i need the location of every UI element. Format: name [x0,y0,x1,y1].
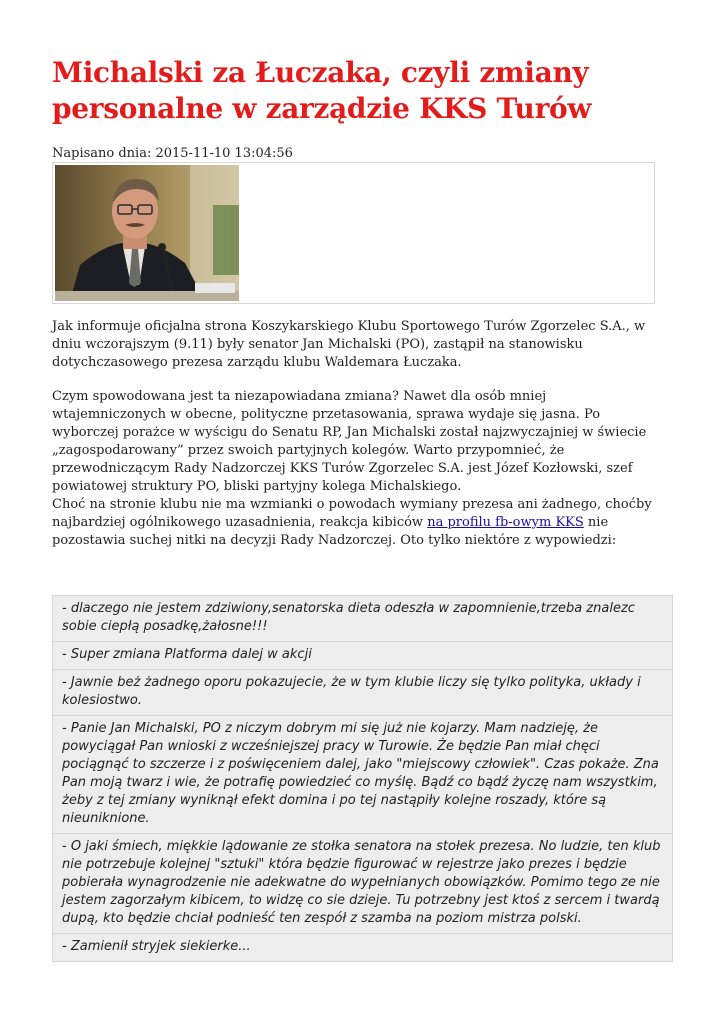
fb-profile-link[interactable]: na profilu fb-owym KKS [427,515,584,530]
comment-item: - Jawnie beż żadnego oporu pokazujecie, że w tym klubie liczy się tylko polityka, układy i kolesiostwo. [52,669,673,715]
intro-paragraph: Jak informuje oficjalna strona Koszykarskiego Klubu Sportowego Turów Zgorzelec S.A., w dniu wczorajszym (9.11) były senator Jan Michalski (PO), zastąpił na stanowisku dotychczasowego prezesa zarządu klubu Waldemara Łuczaka. [52,319,646,370]
reaction-text-end: nie pozostawia suchej nitki na decyzji Rady Nadzorczej. Oto tylko niektóre z wypowiedzi: [52,515,617,548]
publish-date: Napisano dnia: 2015-11-10 13:04:56 [52,146,293,161]
comment-item: - Zamienił stryjek siekierke... [52,933,673,962]
comments-list [52,595,673,962]
context-paragraph: Czym spowodowana jest ta niezapowiadana zmiana? Nawet dla osób mniej wtajemniczonych w obecne, polityczne przetasowania, sprawa wydaje się jasna. Po wyborczej porażce w wyścigu do Senatu RP, Jan Michalski został najzwyczajniej w świecie „zagospodarowany” przez swoich partyjnych kolegów. Warto przypomnieć, że przewodniczącym Rady Nadzorczej KKS Turów Zgorzelec S.A. jest Józef Kozłowski, szef powiatowej struktury PO, bliski partyjny kolega Michalskiego. [52,389,647,494]
page-title: Michalski za Łuczaka, czyli zmiany personalne w zarządzie KKS Turów [52,56,592,125]
photo-frame [52,162,655,304]
portrait-photo [55,165,239,301]
comment-item: - O jaki śmiech, miękkie lądowanie ze stołka senatora na stołek prezesa. No ludzie, ten klub nie potrzebuje kolejnej "sztuki" która będzie figurować w rejestrze jako prezes i będzie pobierała wynagrodzenie nie adekwatne do wypełnianych obowiązków. Pomimo tego ze nie jestem zagorzałym kibicem, to widzę co sie dzieje. Tu potrzebny jest ktoś z sercem i twardą dupą, kto będzie chciał podnieść ten zespół z szamba na poziom mistrza polski. [52,833,673,933]
comment-item: - Super zmiana Platforma dalej w akcji [52,641,673,669]
reaction-text-start: Choć na stronie klubu nie ma wzmianki o powodach wymiany prezesa ani żadnego, choćby najbardziej ogólnikowego uzasadnienia, reakcja kibiców [52,497,652,530]
reaction-paragraph [52,496,662,550]
comment-item: - dlaczego nie jestem zdziwiony,senatorska dieta odeszła w zapomnienie,trzeba znalezc sobie ciepłą posadkę,żałosne!!! [52,595,673,641]
comment-item: - Panie Jan Michalski, PO z niczym dobrym mi się już nie kojarzy. Mam nadzieję, że powyciągał Pan wnioski z wcześniejszej pracy w Turowie. Że będzie Pan miał chęci pociągnąć to szczerze i z poświęceniem dalej, jako "miejscowy człowiek". Czas pokaże. Zna Pan moją twarz i wie, że potrafię powiedzieć co myślę. Bądź co bądź życzę nam wszystkim, żeby z tej zmiany wyniknął efekt domina i po tej nastąpiły kolejne roszady, które są nieuniknione. [52,715,673,833]
